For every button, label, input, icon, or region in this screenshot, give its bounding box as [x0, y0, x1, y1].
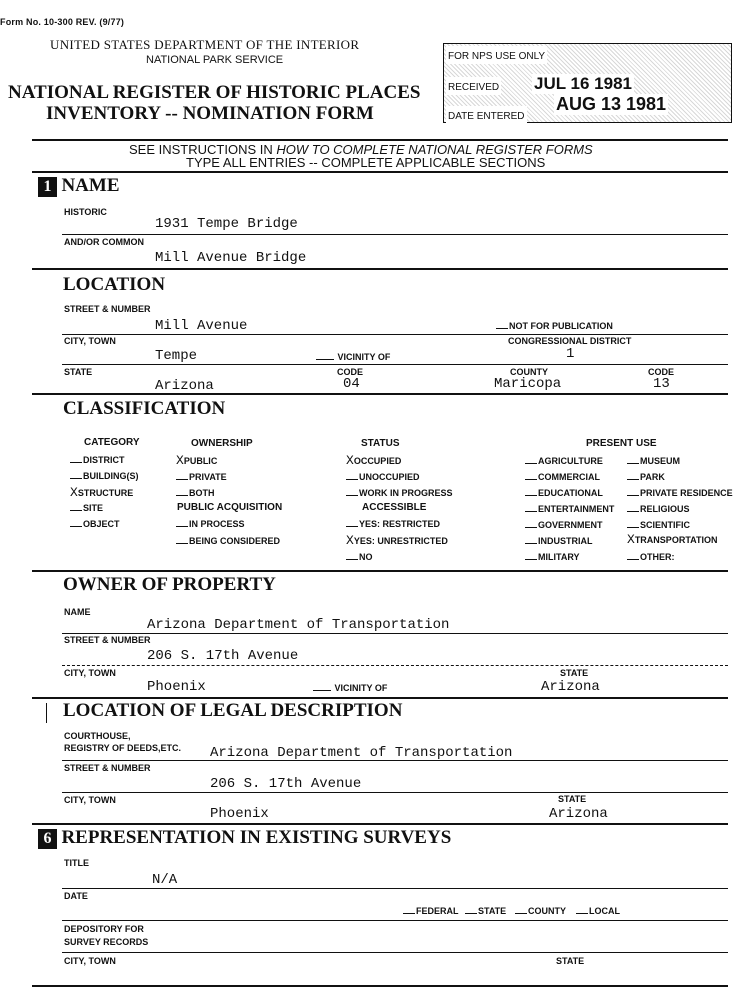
owner-name-label: NAME — [64, 607, 91, 617]
use-private-residence[interactable] — [627, 488, 733, 498]
option-label: YES: RESTRICTED — [359, 519, 441, 529]
county-label: COUNTY — [510, 367, 548, 377]
survey-title-value: N/A — [152, 872, 178, 888]
rule — [32, 697, 728, 699]
owner-state-label: STATE — [560, 668, 589, 678]
owner-city-value: Phoenix — [147, 679, 206, 695]
section-title: REPRESENTATION IN EXISTING SURVEYS — [61, 827, 452, 848]
historic-label: HISTORIC — [64, 207, 107, 217]
category-object[interactable] — [70, 519, 120, 529]
courthouse-label: COURTHOUSE, — [64, 731, 131, 741]
category-structure[interactable] — [70, 485, 133, 500]
category-site[interactable] — [70, 503, 103, 513]
use-transportation[interactable] — [627, 532, 717, 547]
use-scientific[interactable] — [627, 520, 690, 530]
option-label: COUNTY — [528, 906, 566, 916]
option-label: STRUCTURE — [77, 488, 134, 498]
ownership-both[interactable] — [176, 488, 215, 498]
state-value: Arizona — [155, 378, 214, 394]
owner-state-value: Arizona — [541, 679, 600, 695]
city-label: CITY, TOWN — [64, 336, 116, 346]
instructions-line2: TYPE ALL ENTRIES -- COMPLETE APPLICABLE SECTIONS — [186, 155, 546, 170]
option-label: DISTRICT — [83, 455, 125, 465]
legal-street-value: 206 S. 17th Avenue — [210, 776, 362, 792]
option-label: COMMERCIAL — [538, 472, 600, 482]
option-label: UNOCCUPIED — [359, 472, 420, 482]
option-label: PUBLIC — [183, 456, 218, 466]
survey-federal[interactable] — [403, 906, 459, 916]
instructions-text: SEE INSTRUCTIONS IN — [129, 142, 277, 157]
option-label: LOCAL — [589, 906, 620, 916]
vicinity-label: VICINITY OF — [334, 683, 388, 693]
use-industrial[interactable] — [525, 536, 593, 546]
legal-state-value: Arizona — [549, 806, 608, 822]
common-label: AND/OR COMMON — [64, 237, 144, 247]
ownership-private[interactable] — [176, 472, 227, 482]
option-label: SITE — [83, 503, 104, 513]
accessible-no[interactable] — [346, 552, 373, 562]
code-value: 04 — [343, 376, 360, 392]
rule — [62, 633, 728, 634]
option-label: MUSEUM — [640, 456, 680, 466]
form-title-line1: NATIONAL REGISTER OF HISTORIC PLACES — [8, 82, 421, 103]
option-label: GOVERNMENT — [538, 520, 603, 530]
accessible-restricted[interactable] — [346, 519, 440, 529]
option-label: AGRICULTURE — [538, 456, 603, 466]
code-label: CODE — [337, 367, 364, 377]
present-use-head: PRESENT USE — [586, 438, 657, 449]
survey-date-label: DATE — [64, 891, 88, 901]
legal-street-label: STREET & NUMBER — [64, 763, 151, 773]
option-label: SCIENTIFIC — [640, 520, 691, 530]
owner-vicinity — [313, 683, 387, 693]
legal-state-label: STATE — [558, 794, 587, 804]
street-label: STREET & NUMBER — [64, 304, 151, 314]
instructions-italic: HOW TO COMPLETE NATIONAL REGISTER FORMS — [276, 142, 593, 157]
x-check-mark: X — [627, 532, 635, 547]
rule — [32, 171, 728, 173]
use-commercial[interactable] — [525, 472, 600, 482]
service-name: NATIONAL PARK SERVICE — [146, 54, 284, 66]
city-value: Tempe — [155, 348, 198, 364]
rule — [62, 234, 728, 235]
legal-city-value: Phoenix — [210, 806, 269, 822]
survey-county[interactable] — [515, 906, 566, 916]
historic-value: 1931 Tempe Bridge — [155, 216, 298, 232]
acquisition-in-process[interactable] — [176, 519, 245, 529]
use-military[interactable] — [525, 552, 580, 562]
use-park[interactable] — [627, 472, 665, 482]
survey-state-label: STATE — [556, 956, 585, 966]
legal-title: LOCATION OF LEGAL DESCRIPTION — [63, 700, 403, 721]
vicinity-label: VICINITY OF — [337, 352, 391, 362]
county-value: Maricopa — [494, 376, 562, 392]
classification-title: CLASSIFICATION — [63, 398, 226, 419]
owner-street-label: STREET & NUMBER — [64, 635, 151, 645]
use-entertainment[interactable] — [525, 504, 614, 514]
use-educational[interactable] — [525, 488, 603, 498]
state-label: STATE — [64, 367, 93, 377]
status-unoccupied[interactable] — [346, 472, 420, 482]
option-label: INDUSTRIAL — [538, 536, 593, 546]
option-label: OCCUPIED — [353, 456, 402, 466]
x-check-mark: X — [70, 485, 78, 500]
section-name-heading — [38, 175, 120, 197]
option-label: BEING CONSIDERED — [189, 536, 281, 546]
option-label: BOTH — [189, 488, 215, 498]
rule — [62, 920, 728, 921]
not-for-publication — [496, 321, 613, 331]
option-label: PARK — [640, 472, 665, 482]
category-buildings[interactable] — [70, 471, 139, 481]
option-label: EDUCATIONAL — [538, 488, 603, 498]
received-label: RECEIVED — [448, 82, 500, 93]
code2-label: CODE — [648, 367, 675, 377]
common-value: Mill Avenue Bridge — [155, 250, 307, 266]
nps-box-heading: FOR NPS USE ONLY — [448, 51, 546, 62]
option-label: PRIVATE — [189, 472, 227, 482]
depository-label-2: SURVEY RECORDS — [64, 937, 149, 947]
ownership-public[interactable] — [176, 453, 217, 468]
congress-value: 1 — [566, 346, 575, 362]
owner-city-label: CITY, TOWN — [64, 668, 116, 678]
form-title-line2: INVENTORY -- NOMINATION FORM — [46, 103, 374, 124]
received-stamp: JUL 16 1981 — [534, 74, 632, 93]
form-number: Form No. 10-300 REV. (9/77) — [0, 17, 125, 27]
section-marker — [46, 703, 49, 723]
rule — [32, 139, 728, 141]
x-check-mark: X — [176, 453, 184, 468]
option-label: STATE — [478, 906, 507, 916]
street-value: Mill Avenue — [155, 318, 248, 334]
option-label: FEDERAL — [416, 906, 459, 916]
rule — [32, 268, 728, 270]
owner-name-value: Arizona Department of Transportation — [147, 617, 450, 633]
x-check-mark: X — [346, 533, 354, 548]
location-title: LOCATION — [63, 274, 166, 295]
depository-label-1: DEPOSITORY FOR — [64, 924, 144, 934]
vicinity — [316, 352, 390, 362]
option-label: BUILDING(S) — [83, 471, 139, 481]
owner-title: OWNER OF PROPERTY — [63, 574, 276, 595]
date-entered-label: DATE ENTERED — [448, 111, 525, 122]
rule — [32, 393, 728, 395]
option-label: RELIGIOUS — [640, 504, 690, 514]
category-head: CATEGORY — [84, 437, 140, 448]
section-number: 1 — [38, 177, 57, 197]
survey-city-label: CITY, TOWN — [64, 956, 116, 966]
nps-use-only-box — [443, 43, 732, 123]
rule — [62, 792, 728, 793]
use-government[interactable] — [525, 520, 603, 530]
option-label: YES: UNRESTRICTED — [353, 536, 448, 546]
rule — [62, 364, 728, 365]
section-number: 6 — [38, 829, 57, 849]
option-label: MILITARY — [538, 552, 580, 562]
option-label: NO — [359, 552, 373, 562]
survey-state[interactable] — [465, 906, 506, 916]
rule — [62, 952, 728, 953]
option-label: TRANSPORTATION — [634, 535, 718, 545]
option-label: OBJECT — [83, 519, 120, 529]
status-head: STATUS — [361, 438, 400, 449]
acquisition-head: PUBLIC ACQUISITION — [177, 502, 283, 513]
acquisition-being-considered[interactable] — [176, 536, 280, 546]
use-agriculture[interactable] — [525, 456, 603, 466]
rule — [32, 823, 728, 825]
rule — [62, 665, 728, 666]
use-other[interactable] — [627, 552, 675, 562]
rule — [62, 760, 728, 761]
x-check-mark: X — [346, 453, 354, 468]
rule — [62, 334, 728, 335]
ownership-head: OWNERSHIP — [191, 438, 253, 449]
not-for-publication-label: NOT FOR PUBLICATION — [509, 321, 613, 331]
use-museum[interactable] — [627, 456, 680, 466]
section-title: NAME — [61, 175, 120, 196]
accessible-head: ACCESSIBLE — [362, 502, 427, 513]
registry-value: Arizona Department of Transportation — [210, 745, 513, 761]
congress-label: CONGRESSIONAL DISTRICT — [508, 336, 632, 346]
section-surveys-heading — [38, 827, 451, 849]
option-label: OTHER: — [640, 552, 675, 562]
rule — [62, 888, 728, 889]
survey-local[interactable] — [576, 906, 620, 916]
code2-value: 13 — [653, 376, 670, 392]
category-district[interactable] — [70, 455, 125, 465]
registry-label: REGISTRY OF DEEDS,ETC. — [64, 743, 182, 753]
legal-city-label: CITY, TOWN — [64, 795, 116, 805]
rule — [32, 570, 728, 572]
status-work-in-progress[interactable] — [346, 488, 453, 498]
option-label: WORK IN PROGRESS — [359, 488, 453, 498]
option-label: ENTERTAINMENT — [538, 504, 615, 514]
survey-title-label: TITLE — [64, 858, 89, 868]
option-label: PRIVATE RESIDENCE — [640, 488, 733, 498]
accessible-unrestricted[interactable] — [346, 533, 448, 548]
date-entered-stamp: AUG 13 1981 — [556, 94, 667, 114]
department-name: UNITED STATES DEPARTMENT OF THE INTERIOR — [50, 37, 360, 52]
option-label: IN PROCESS — [189, 519, 245, 529]
rule — [32, 985, 728, 987]
use-religious[interactable] — [627, 504, 690, 514]
status-occupied[interactable] — [346, 453, 401, 468]
owner-street-value: 206 S. 17th Avenue — [147, 648, 299, 664]
